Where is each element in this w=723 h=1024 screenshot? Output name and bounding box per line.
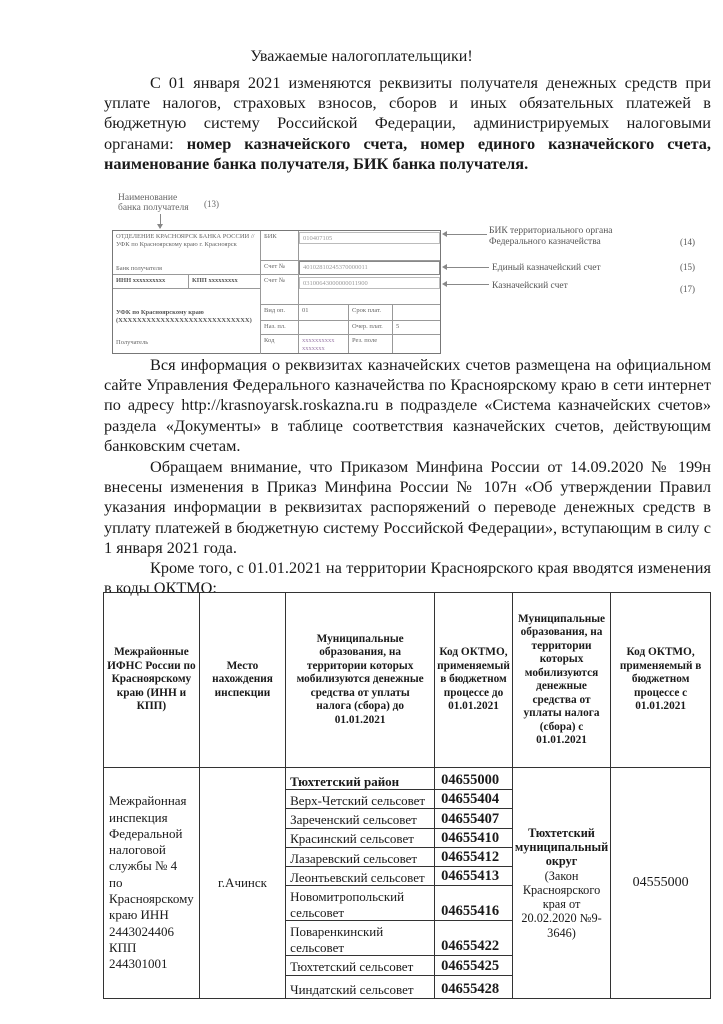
vid-op-value: 01 [299,305,349,321]
account2-empty [299,289,440,305]
municipality-cell: Леонтьевский сельсовет [286,867,435,886]
code-cell: 04655422 [435,921,513,956]
inn-cell: ИНН xxxxxxxxxx [113,275,189,289]
info-text: Вся информация о реквизитах казначейских счетов размещена на официальном сайте Управления Федерального казначейства по Красноярскому краю в сети интернет по адресу http://krasnoyarsk.roskazna.ru в подразделе «Система казначейских счетов» раздела «Документы» в таблице соответствия казначейских счетов, действующим банковским счетам. [104,355,711,455]
municipality-cell: Чиндатский сельсовет [286,975,435,998]
account1-value: 40102810245370000011 [299,261,440,275]
arrow-left-icon [447,267,489,268]
rez-pole-label: Рез. поле [349,335,393,353]
recipient-cell [113,289,261,354]
kpp-cell: КПП xxxxxxxxx [189,275,261,289]
code-cell: 04655428 [435,975,513,998]
recipient-caption: Получатель [116,339,149,346]
account2-value: 03100643000000011900 [299,277,440,289]
municipality-cell: Новомитропольский сельсовет [286,886,435,921]
kod-label: Код [261,335,299,353]
srok-plat-value [393,305,440,321]
code-cell: 04655410 [435,828,513,847]
table-row [104,768,711,790]
naz-pl-value [299,321,349,335]
oktmo-intro-text: Кроме того, с 01.01.2021 на территории Красноярского края вводятся изменения в коды ОКТМО: [104,558,711,598]
srok-plat-label: Срок плат. [349,305,393,321]
bik-empty [299,244,440,261]
order-text: Обращаем внимание, что Приказом Минфина России от 14.09.2020 № 199н внесены изменения в Приказ Минфина России № 107н «Об утверждении Правил указания информации в реквизитах распоряжений о переводе денежных средств в уплату платежей в бюджетную систему Российской Федерации», вступающим в силу с 1 января 2021 года. [104,457,711,557]
recipient-value: УФК по Красноярскому краю (XXXXXXXXXXXXXXXXXXXXXXXXXXXX) [116,309,252,324]
bank-name-value: ОТДЕЛЕНИЕ КРАСНОЯРСК БАНКА РОССИИ // УФК по Красноярскому краю г. Красноярск [116,233,255,248]
new-code-cell: 04555000 [611,768,711,999]
new-municipality-cell [512,768,610,999]
page-title: Уважаемые налогоплательщики! [250,48,473,65]
municipality-cell: Поваренкинский сельсовет [286,921,435,956]
oktmo-table [103,592,711,999]
header-old-code: Код ОКТМО, применяемый в бюджетном процессе до 01.01.2021 [435,593,513,768]
ocher-plat-label: Очер. плат. [349,321,393,335]
place-cell: г.Ачинск [199,768,285,999]
intro-text: С 01 января 2021 изменяются реквизиты получателя денежных средств при уплате налогов, страховых взносов, сборов и иных обязательных платежей в бюджетную систему Российской Федерации, администрируемых налоговыми органами: [104,73,711,153]
header-inspection: Межрайонные ИФНС России по Красноярскому краю (ИНН и КПП) [104,593,200,768]
arrow-left-icon [447,234,487,235]
header-place: Место нахождения инспекции [199,593,285,768]
code-cell: 04655407 [435,809,513,828]
intro-bold-text: номер казначейского счета, номер единого казначейского счета, наименование банка получателя, БИК банка получателя. [104,133,711,173]
municipality-cell: Верх-Четский сельсовет [286,790,435,809]
new-municipality-note: (Закон Красноярского края от 20.02.2020 №9-3646) [521,868,602,940]
arrow-down-icon [160,214,161,228]
callout-ekc-num: (15) [680,262,695,272]
order-paragraph [104,457,711,558]
kod-value: xxxxxxxxxx xxxxxxx [299,335,349,353]
header-new-code: Код ОКТМО, применяемый в бюджетном процессе с 01.01.2021 [611,593,711,768]
new-municipality-name: Тюхтетский муниципальный округ [514,826,609,869]
bik-value: 010407105 [299,232,440,244]
code-cell: 04655413 [435,867,513,886]
arrow-left-icon [447,284,489,285]
municipality-cell: Тюхтетский район [286,768,435,790]
callout-bik-num: (14) [680,237,695,247]
naz-pl-label: Наз. пл. [261,321,299,335]
ocher-plat-value: 5 [393,321,440,335]
callout-ekc: Единый казначейский счет [492,263,601,273]
callout-kc-num: (17) [680,284,695,294]
header-old-municipality: Муниципальные образования, на территории которых мобилизуются денежные средства от уплаты налога (сбора) до 01.01.2021 [286,593,435,768]
code-cell: 04655404 [435,790,513,809]
intro-paragraph [104,73,711,174]
code-cell: 04655000 [435,768,513,790]
rez-pole-value [393,335,440,353]
callout-bik: БИК территориального органа Федерального казначейства [489,226,613,247]
municipality-cell: Тюхтетский сельсовет [286,956,435,975]
municipality-cell: Лазаревский сельсовет [286,847,435,866]
account2-label: Счет № [261,275,299,305]
code-cell: 04655416 [435,886,513,921]
code-cell: 04655425 [435,956,513,975]
bank-name-label: Наименование банка получателя [118,193,189,213]
code-cell: 04655412 [435,847,513,866]
bank-name-num: (13) [204,199,219,209]
callout-kc: Казначейский счет [492,281,568,291]
vid-op-label: Вид оп. [261,305,299,321]
bank-name-cell [113,231,261,275]
info-paragraph [104,355,711,456]
municipality-cell: Зареченский сельсовет [286,809,435,828]
municipality-cell: Красинский сельсовет [286,828,435,847]
inspection-cell: Межрайонная инспекция Федеральной налоговой службы № 4 по Красноярскому краю ИНН 2443024406 КПП 244301001 [104,768,200,999]
table-header-row [104,593,711,768]
bik-label: БИК [261,231,299,261]
payment-order-form [112,230,441,354]
account1-label: Счет № [261,261,299,275]
header-new-municipality: Муниципальные образования, на территории которых мобилизуются денежные средства от уплаты налога (сбора) с 01.01.2021 [512,593,610,768]
bank-caption: Банк получателя [116,265,162,272]
